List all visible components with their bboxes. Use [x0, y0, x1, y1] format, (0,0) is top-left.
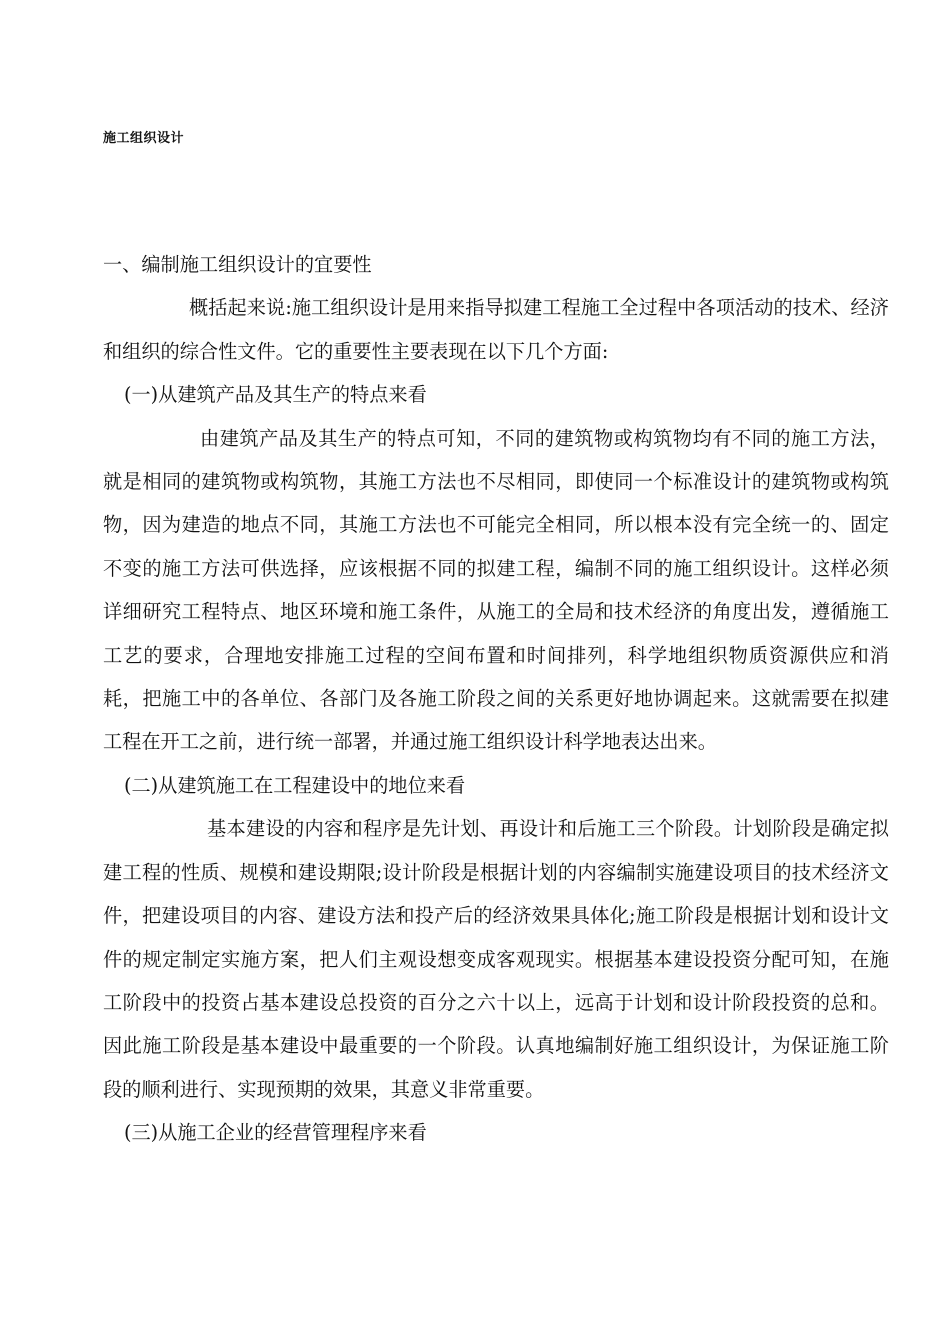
subsection-heading-2: (二)从建筑施工在工程建设中的地位来看: [124, 773, 466, 797]
subsection-paragraph-2: 基本建设的内容和程序是先计划、再设计和后施工三个阶段。计划阶段是确定拟建工程的性质、规模和建设期限;设计阶段是根据计划的内容编制实施建设项目的技术经济文件，把建设项目的内容、建设方法和投产后的经济效果具体化;施工阶段是根据计划和设计文件的规定制定实施方案，把人们主观设想变成客观现实。根据基本建设投资分配可知，在施工阶段中的投资占基本建设总投资的百分之六十以上，远高于计划和设计阶段投资的总和。因此施工阶段是基本建设中最重要的一个阶段。认真地编制好施工组织设计，为保证施工阶段的顺利进行、实现预期的效果，其意义非常重要。: [103, 817, 889, 1101]
subsection-heading-1: (一)从建筑产品及其生产的特点来看: [124, 383, 427, 407]
document-body: [103, 243, 889, 1155]
subsection-paragraph-1: 由建筑产品及其生产的特点可知，不同的建筑物或构筑物均有不同的施工方法，就是相同的建筑物或构筑物，其施工方法也不尽相同，即使同一个标准设计的建筑物或构筑物，因为建造的地点不同，其施工方法也不可能完全相同，所以根本没有完全统一的、固定不变的施工方法可供选择，应该根据不同的拟建工程，编制不同的施工组织设计。这样必须详细研究工程特点、地区环境和施工条件，从施工的全局和技术经济的角度出发，遵循施工工艺的要求，合理地安排施工过程的空间布置和时间排列，科学地组织物质资源供应和消耗，把施工中的各单位、各部门及各施工阶段之间的关系更好地协调起来。这就需要在拟建工程在开工之前，进行统一部署，并通过施工组织设计科学地表达出来。: [103, 426, 889, 754]
intro-paragraph: 概括起来说:施工组织设计是用来指导拟建工程施工全过程中各项活动的技术、经济和组织的综合性文件。它的重要性主要表现在以下几个方面:: [103, 296, 889, 363]
document-header-title: 施工组织设计: [103, 131, 185, 146]
section-heading: 一、编制施工组织设计的宜要性: [103, 253, 372, 276]
subsection-heading-3: (三)从施工企业的经营管理程序来看: [124, 1121, 427, 1145]
